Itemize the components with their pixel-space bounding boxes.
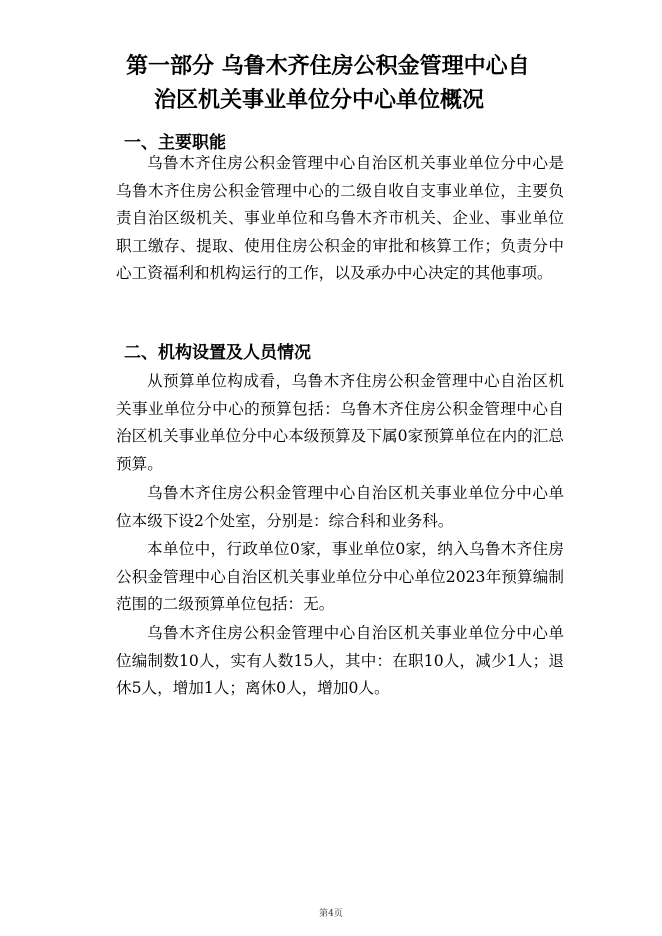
page-title xyxy=(126,50,586,118)
paragraph-departments: 乌鲁木齐住房公积金管理中心自治区机关事业单位分中心单位本级下设2个处室，分别是：综合科和业务科。 xyxy=(116,484,564,530)
paragraph-budget-composition: 从预算单位构成看，乌鲁木齐住房公积金管理中心自治区机关事业单位分中心的预算包括：乌鲁木齐住房公积金管理中心自治区机关事业单位分中心本级预算及下属0家预算单位在内的汇总预算。 xyxy=(116,372,564,473)
paragraph-functions: 乌鲁木齐住房公积金管理中心自治区机关事业单位分中心是乌鲁木齐住房公积金管理中心的二级自收自支事业单位，主要负责自治区级机关、事业单位和乌鲁木齐市机关、企业、事业单位职工缴存、提取、使用住房公积金的审批和核算工作；负责分中心工资福利和机构运行的工作，以及承办中心决定的其他事项。 xyxy=(116,154,564,283)
section-heading-functions: 一、主要职能 xyxy=(124,133,226,153)
section-heading-organization: 二、机构设置及人员情况 xyxy=(124,343,311,363)
title-line-2: 治区机关事业单位分中心单位概况 xyxy=(154,88,485,113)
page-number: 第4页 xyxy=(319,909,343,919)
title-line-1: 第一部分 乌鲁木齐住房公积金管理中心自 xyxy=(126,54,530,79)
paragraph-staffing: 乌鲁木齐住房公积金管理中心自治区机关事业单位分中心单位编制数10人，实有人数15人，其中：在职10人，减少1人；退休5人，增加1人；离休0人，增加0人。 xyxy=(116,624,564,698)
paragraph-subordinate-units: 本单位中，行政单位0家，事业单位0家，纳入乌鲁木齐住房公积金管理中心自治区机关事业单位分中心单位2023年预算编制范围的二级预算单位包括：无。 xyxy=(116,540,564,614)
